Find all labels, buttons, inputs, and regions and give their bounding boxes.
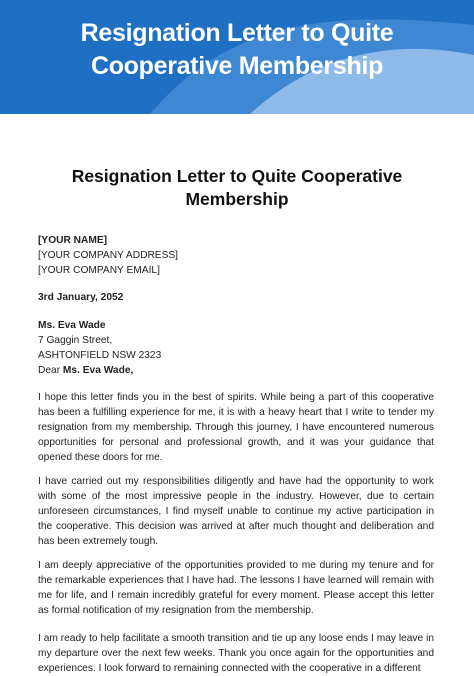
document-title-line1: Resignation Letter to Quite Cooperative [71,166,403,186]
body-paragraph-3: I am deeply appreciative of the opportunities provided to me during my tenure and for the remarkable experiences that I have had. The lessons I have learned will remain with me for life, and I remain incredibly grateful for every moment. Please accept this letter as formal notification of my resignation from the membership. [38,560,434,616]
banner-title-line2: Cooperative Membership [90,52,384,80]
banner-title-line1: Resignation Letter to Quite [80,19,394,47]
salutation-prefix: Dear [38,365,63,376]
recipient-name: Ms. Eva Wade [38,320,106,331]
header-banner [0,0,474,114]
body-paragraph-1: I hope this letter finds you in the best of spirits. While being a part of this cooperative has been a fulfilling experience for me, it is with a heavy heart that I write to tender my resignation from my membership. Through this journey, I have encountered numerous opportunities for personal and professional growth, and it was your guidance that opened these doors for me. [38,392,434,463]
document-title-line2: Membership [185,189,289,209]
salutation [38,363,434,378]
document-title [20,165,454,211]
sender-name: [YOUR NAME] [38,235,108,246]
recipient-street: 7 Gaggin Street, [38,335,113,346]
recipient-city: ASHTONFIELD NSW 2323 [38,350,162,361]
salutation-name: Ms. Eva Wade, [62,365,134,376]
recipient-block [38,318,434,378]
banner-title [0,17,474,83]
sender-block [38,233,434,278]
body-paragraph-2: I have carried out my responsibilities diligently and have had the opportunity to work with some of the most impressive people in the industry. However, due to certain unforeseen circumstances, I find myself unable to continue my active participation in the cooperative. This decision was arrived at after much thought and deliberation and has been extremely tough. [38,476,434,547]
letter-date: 3rd January, 2052 [38,292,124,303]
sender-email: [YOUR COMPANY EMAIL] [38,265,160,276]
body-paragraph-4: I am ready to help facilitate a smooth transition and tie up any loose ends I may leave in my departure over the next few weeks. Thank you once again for the opportunities and experiences. I look forward to remaining connected with the cooperative in a different [38,633,434,674]
sender-address: [YOUR COMPANY ADDRESS] [38,250,179,261]
